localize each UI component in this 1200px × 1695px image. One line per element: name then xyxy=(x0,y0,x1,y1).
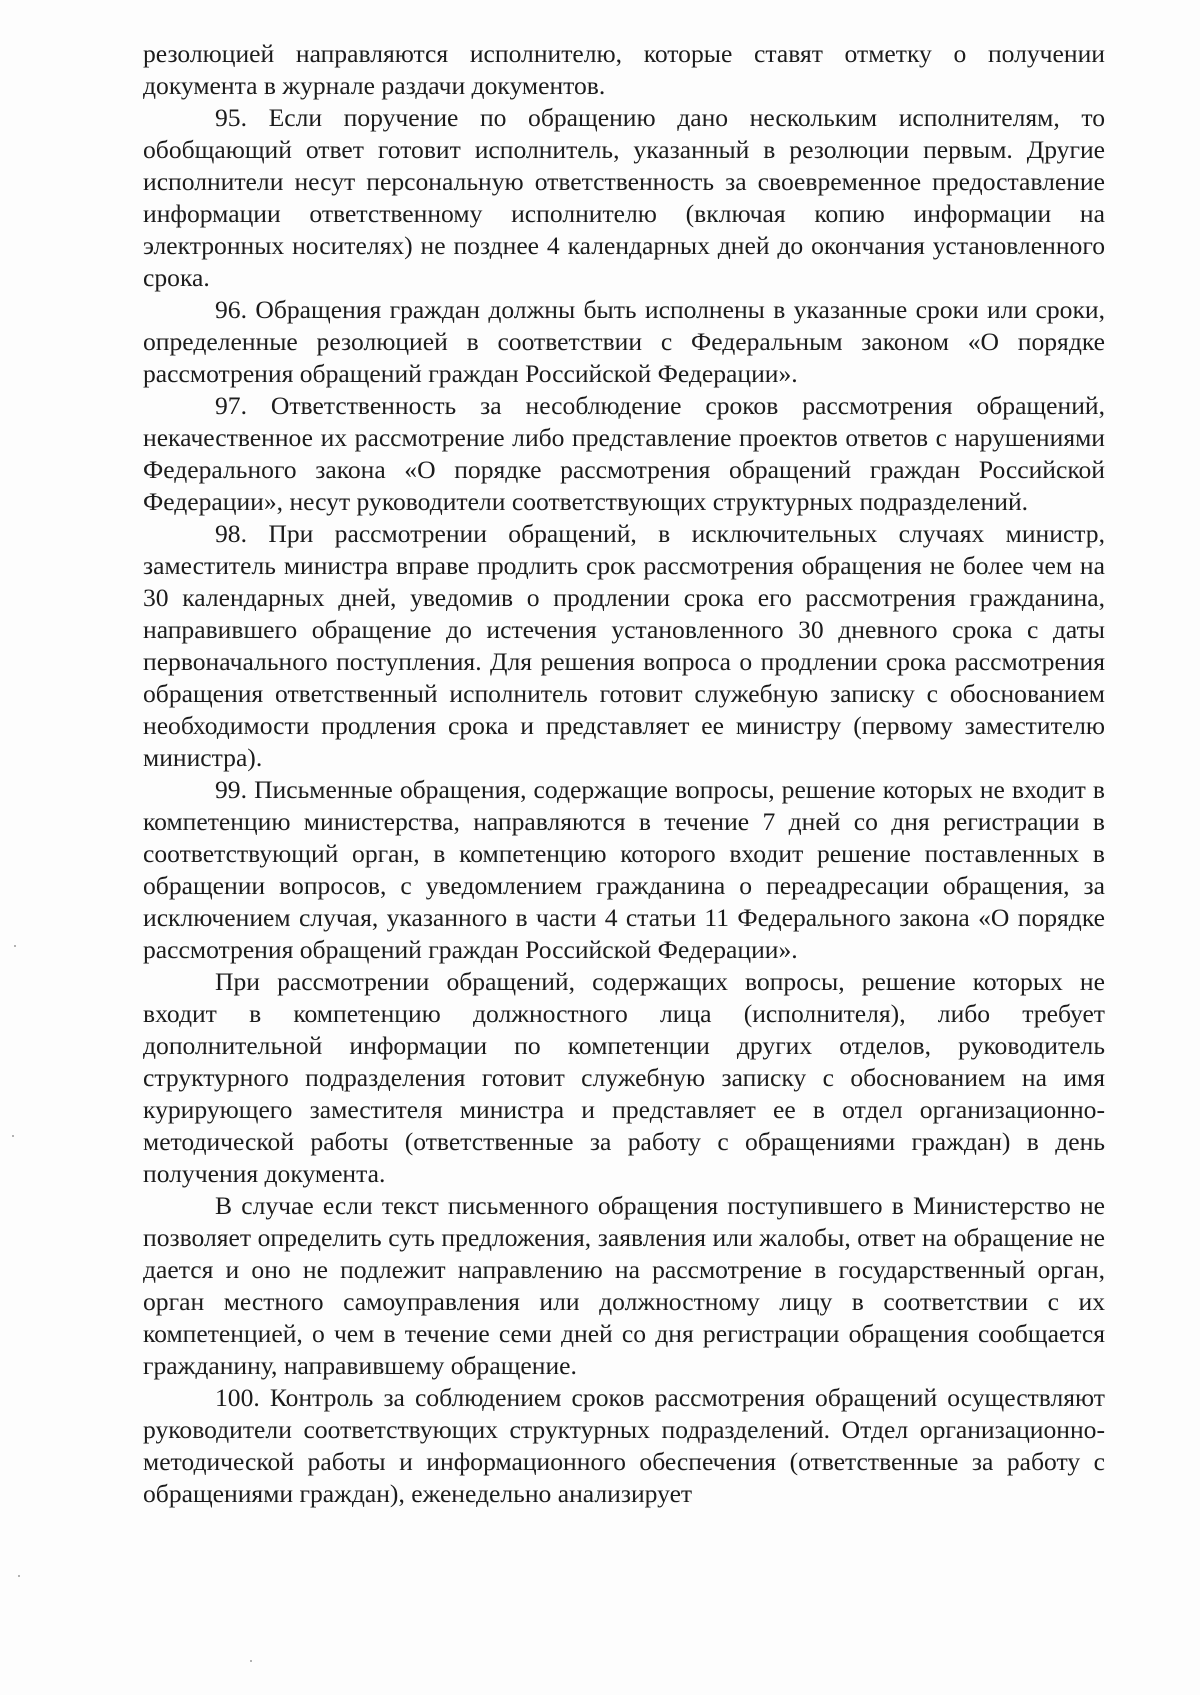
paragraph-96: 96. Обращения граждан должны быть исполнены в указанные сроки или сроки, определенные резолюцией в соответствии с Федеральным законом «О порядке рассмотрения обращений граждан Российской Федерации». xyxy=(143,295,1105,388)
scan-speck xyxy=(12,1135,14,1137)
paragraph-99: 99. Письменные обращения, содержащие вопросы, решение которых не входит в компетенцию министерства, направляются в течение 7 дней со дня регистрации в соответствующий орган, в компетенцию которого входит решение поставленных в обращении вопросов, с уведомлением гражданина о переадресации обращения, за исключением случая, указанного в части 4 статьи 11 Федерального закона «О порядке рассмотрения обращений граждан Российской Федерации». xyxy=(143,775,1105,964)
paragraph-continuation: резолюцией направляются исполнителю, которые ставят отметку о получении документа в журнале раздачи документов. xyxy=(143,39,1105,100)
scan-speck xyxy=(18,1575,20,1577)
paragraph-97: 97. Ответственность за несоблюдение сроков рассмотрения обращений, некачественное их рассмотрение либо представление проектов ответов с нарушениями Федерального закона «О порядке рассмотрения обращений граждан Российской Федерации», несут руководители соответствующих структурных подразделений. xyxy=(143,391,1105,516)
paragraph-98: 98. При рассмотрении обращений, в исключительных случаях министр, заместитель министра вправе продлить срок рассмотрения обращения не более чем на 30 календарных дней, уведомив о продлении срока его рассмотрения гражданина, направившего обращение до истечения установленного 30 дневного срока с даты первоначального поступления. Для решения вопроса о продлении срока рассмотрения обращения ответственный исполнитель готовит служебную записку с обоснованием необходимости продления срока и представляет ее министру (первому заместителю министра). xyxy=(143,519,1105,772)
paragraph-99-third: В случае если текст письменного обращения поступившего в Министерство не позволяет определить суть предложения, заявления или жалобы, ответ на обращение не дается и оно не подлежит направлению на рассмотрение в государственный орган, орган местного самоуправления или должностному лицу в соответствии с их компетенцией, о чем в течение семи дней со дня регистрации обращения сообщается гражданину, направившему обращение. xyxy=(143,1191,1105,1380)
document-body xyxy=(143,38,1105,1510)
scan-speck xyxy=(250,1660,252,1662)
paragraph-99-second: При рассмотрении обращений, содержащих вопросы, решение которых не входит в компетенцию должностного лица (исполнителя), либо требует дополнительной информации по компетенции других отделов, руководитель структурного подразделения готовит служебную записку с обоснованием на имя курирующего заместителя министра и представляет ее в отдел организационно-методической работы (ответственные за работу с обращениями граждан) в день получения документа. xyxy=(143,967,1105,1188)
paragraph-95: 95. Если поручение по обращению дано нескольким исполнителям, то обобщающий ответ готовит исполнитель, указанный в резолюции первым. Другие исполнители несут персональную ответственность за своевременное предоставление информации ответственному исполнителю (включая копию информации на электронных носителях) не позднее 4 календарных дней до окончания установленного срока. xyxy=(143,103,1105,292)
scan-speck xyxy=(14,945,16,947)
paragraph-100: 100. Контроль за соблюдением сроков рассмотрения обращений осуществляют руководители соответствующих структурных подразделений. Отдел организационно-методической работы и информационного обеспечения (ответственные за работу с обращениями граждан), еженедельно анализирует xyxy=(143,1383,1105,1508)
